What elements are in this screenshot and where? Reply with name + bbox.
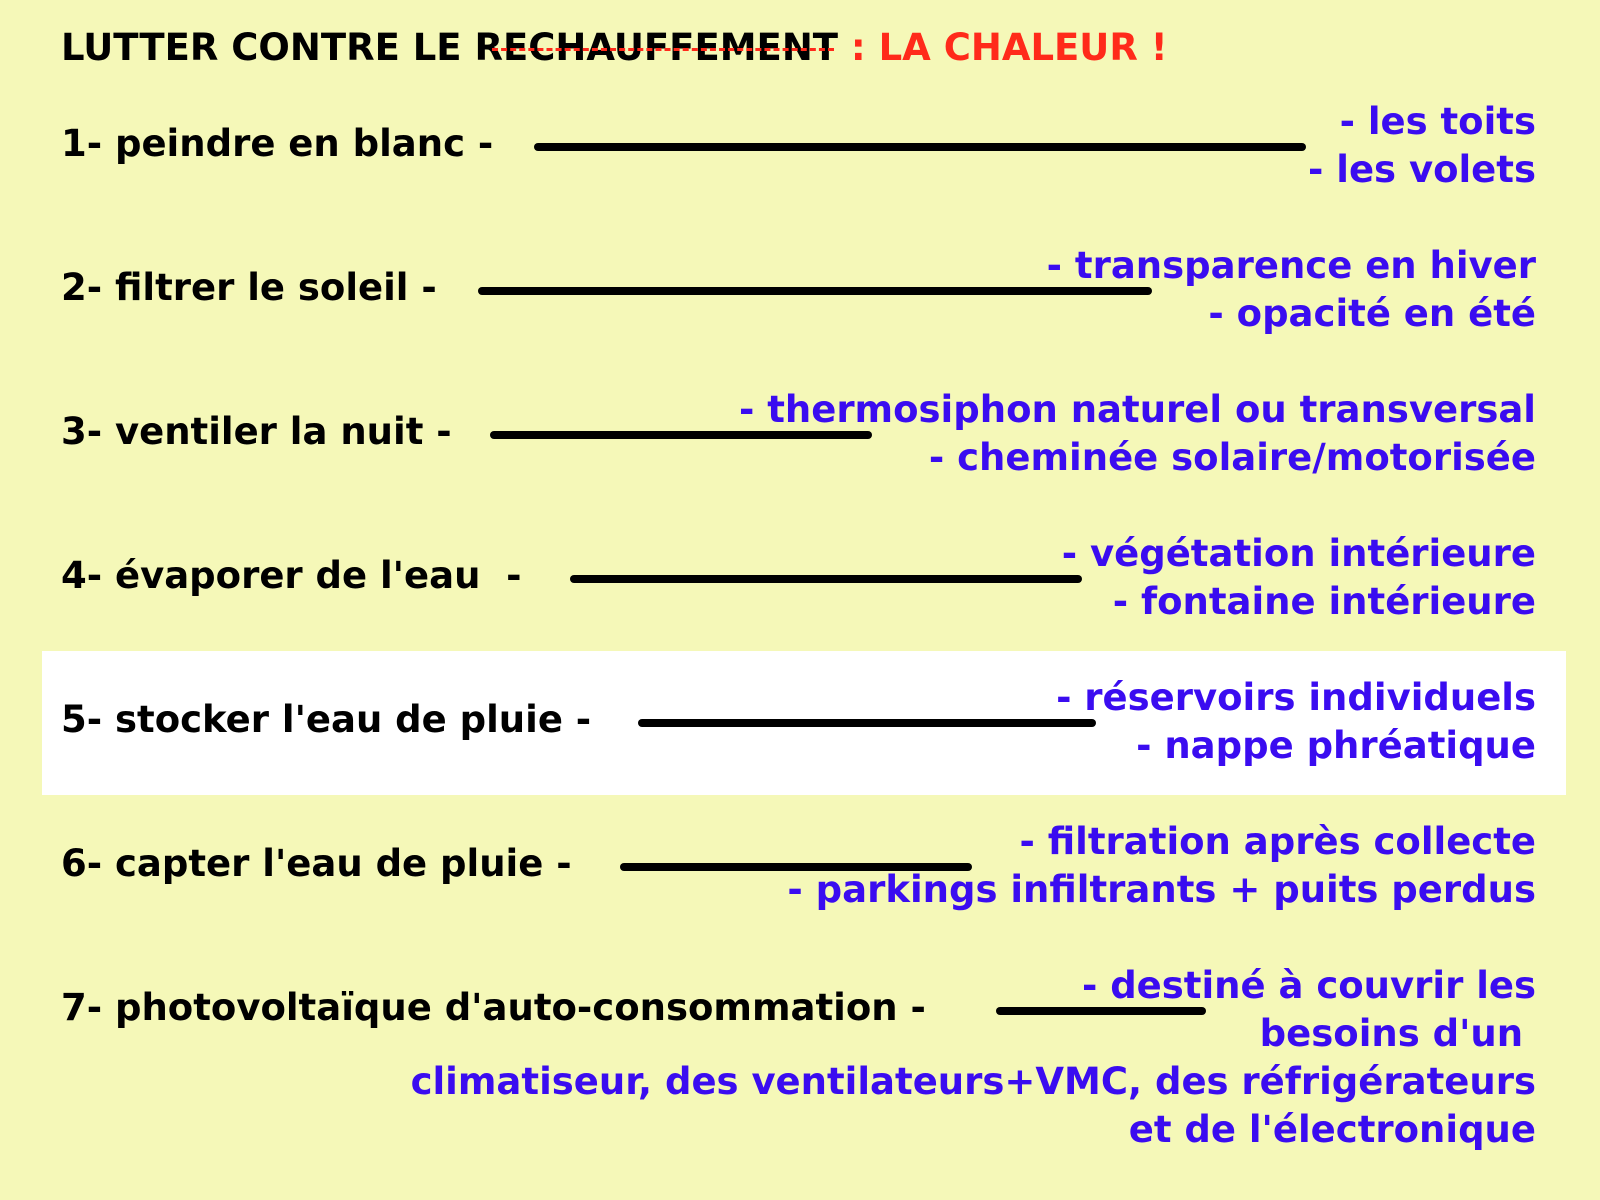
detail-line: - les volets	[1308, 148, 1536, 191]
detail-line: et de l'électronique	[1128, 1108, 1536, 1151]
item-details	[1308, 98, 1536, 194]
detail-line: - thermosiphon naturel ou transversal	[738, 388, 1536, 431]
title-struck-word: RECHAUFFEMENT	[461, 26, 839, 69]
item-details	[411, 962, 1536, 1154]
item-label: 4- évaporer de l'eau -	[61, 554, 522, 597]
detail-line: - les toits	[1339, 100, 1536, 143]
page-title	[61, 26, 1168, 70]
detail-line: - transparence en hiver	[1046, 244, 1536, 287]
title-accent: : LA CHALEUR !	[850, 26, 1168, 69]
item-details	[739, 386, 1536, 482]
detail-line: - destiné à couvrir les	[1081, 964, 1536, 1007]
item-label: 3- ventiler la nuit -	[61, 410, 452, 453]
title-prefix: LUTTER CONTRE LE	[61, 26, 462, 69]
detail-line: - parkings infiltrants + puits perdus	[787, 868, 1536, 911]
detail-line: - opacité en été	[1208, 292, 1536, 335]
item-label: 2- filtrer le soleil -	[61, 266, 437, 309]
item-details	[1047, 242, 1536, 338]
detail-line: - végétation intérieure	[1061, 532, 1536, 575]
detail-line: - nappe phréatique	[1136, 724, 1536, 767]
item-details	[1056, 674, 1536, 770]
connector-line	[534, 143, 1306, 151]
item-details	[787, 818, 1536, 914]
detail-line: - fontaine intérieure	[1112, 580, 1536, 623]
detail-line: - filtration après collecte	[1019, 820, 1536, 863]
connector-line	[570, 575, 1082, 583]
item-label: 1- peindre en blanc -	[61, 122, 494, 165]
connector-line	[638, 719, 1096, 727]
item-details	[1062, 530, 1536, 626]
item-label: 7- photovoltaïque d'auto-consommation -	[61, 986, 926, 1029]
detail-line: besoins d'un	[1259, 1012, 1536, 1055]
detail-line: climatiseur, des ventilateurs+VMC, des réfrigérateurs	[410, 1060, 1536, 1103]
detail-line: - cheminée solaire/motorisée	[928, 436, 1536, 479]
detail-line: - réservoirs individuels	[1056, 676, 1536, 719]
item-label: 5- stocker l'eau de pluie -	[61, 698, 592, 741]
item-label: 6- capter l'eau de pluie -	[61, 842, 572, 885]
